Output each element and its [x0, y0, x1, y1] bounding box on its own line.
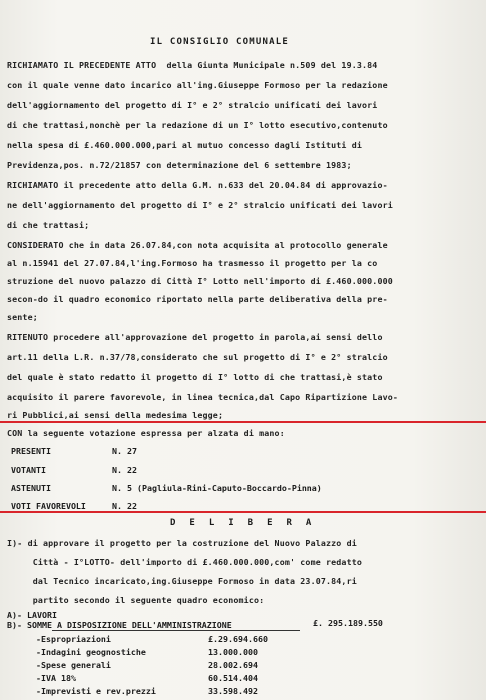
vote-intro: CON la seguente votazione espressa per alzata di mano: [7, 428, 285, 438]
highlight-line-top [0, 421, 486, 423]
paragraph-line: RITENUTO procedere all'approvazione del progetto in parola,ai sensi dello [7, 332, 383, 342]
lavori-value: £. 295.189.550 [313, 618, 383, 628]
paragraph-line: art.11 della L.R. n.37/78,considerato che sul progetto di I° e 2° stralcio [7, 352, 388, 362]
cost-item-value: £.29.694.660 [208, 634, 268, 644]
paragraph-line: di che trattasi,nonchè per la redazione di un I° lotto esecutivo,contenuto [7, 120, 388, 130]
paragraph-line: acquisito il parere favorevole, in linea tecnica,dal Capo Ripartizione Lavo- [7, 392, 399, 402]
delibera-line: dal Tecnico incaricato,ing.Giuseppe Formoso in data 23.07.84,ri [7, 576, 357, 586]
vote-label: PRESENTI [11, 446, 51, 456]
lavori-label: A)- LAVORI [7, 610, 57, 620]
paragraph-line: nella spesa di £.460.000.000,pari al mutuo concesso dagli Istituti di [7, 140, 363, 150]
paragraph-line: ne dell'aggiornamento del progetto di I° e 2° stralcio unificati dei lavori [7, 200, 393, 210]
cost-item-label: -Espropriazioni [36, 634, 111, 644]
paragraph-line: RICHIAMATO il precedente atto della G.M. n.633 del 20.04.84 di approvazio- [7, 180, 388, 190]
paragraph-line: dell'aggiornamento del progetto di I° e 2° stralcio unificati dei lavori [7, 100, 378, 110]
vote-value: N. 27 [112, 446, 137, 456]
paragraph-line: Previdenza,pos. n.72/21857 con determinazione del 6 settembre 1983; [7, 160, 352, 170]
paragraph-line: di che trattasi; [7, 220, 90, 230]
cost-item-label: -Imprevisti e rev.prezzi [36, 686, 156, 696]
paragraph-line: del quale è stato redatto il progetto di I° lotto di che trattasi,è stato [7, 372, 383, 382]
paragraph-line: CONSIDERATO che in data 26.07.84,con nota acquisita al protocollo generale [7, 240, 388, 250]
delibera-line: partito secondo il seguente quadro economico: [7, 595, 265, 605]
cost-item-label: -IVA 18% [36, 673, 76, 683]
cost-item-value: 13.000.000 [208, 647, 258, 657]
paragraph-line: al n.15941 del 27.07.84,l'ing.Formoso ha trasmesso il progetto per la co [7, 258, 378, 268]
delibera-heading: DELIBERA [170, 518, 326, 528]
vote-value: N. 22 [112, 465, 137, 475]
cost-item-value: 28.002.694 [208, 660, 258, 670]
cost-item-label: -Indagini geognostiche [36, 647, 146, 657]
cost-item-value: 60.514.404 [208, 673, 258, 683]
delibera-line: I)- di approvare il progetto per la costruzione del Nuovo Palazzo di [7, 538, 357, 548]
paragraph-line: struzione del nuovo palazzo di Città I° Lotto nell'importo di £.460.000.000 [7, 276, 393, 286]
cost-item-value: 33.598.492 [208, 686, 258, 696]
paragraph-line: con il quale venne dato incarico all'ing.Giuseppe Formoso per la redazione [7, 80, 388, 90]
document-title: IL CONSIGLIO COMUNALE [150, 37, 289, 47]
delibera-line: Città - I°LOTTO- dell'importo di £.460.000.000,com' come redatto [7, 557, 363, 567]
cost-item-label: -Spese generali [36, 660, 111, 670]
vote-value: N. 22 [112, 501, 137, 511]
vote-label: VOTI FAVOREVOLI [11, 501, 86, 511]
somme-underline [52, 630, 300, 631]
vote-label: ASTENUTI [11, 483, 51, 493]
paragraph-line: ri Pubblici,ai sensi della medesima legge; [7, 410, 224, 420]
paragraph-line: sente; [7, 312, 38, 322]
highlight-line-bottom [0, 511, 486, 513]
vote-value: N. 5 (Pagliula-Rini-Caputo-Boccardo-Pinna) [112, 483, 322, 493]
vote-label: VOTANTI [11, 465, 46, 475]
paragraph-line: RICHIAMATO IL PRECEDENTE ATTO della Giunta Municipale n.509 del 19.3.84 [7, 60, 378, 70]
somme-label: B)- SOMME A DISPOSIZIONE DELL'AMMINISTRAZIONE [7, 620, 232, 630]
paragraph-line: secon-do il quadro economico riportato nella parte deliberativa della pre- [7, 294, 388, 304]
